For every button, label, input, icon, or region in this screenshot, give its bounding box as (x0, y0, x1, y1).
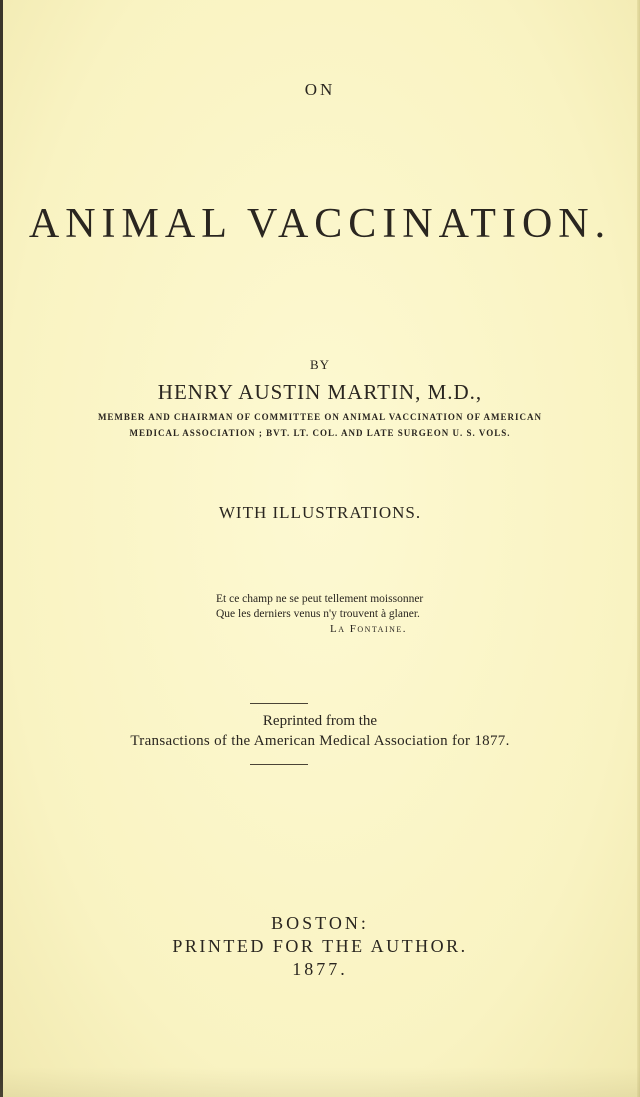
author-credentials-line-1: MEMBER AND CHAIRMAN OF COMMITTEE ON ANIMAL VACCINATION OF AMERICAN (97, 412, 543, 422)
reprint-note-line-2: Transactions of the American Medical Association for 1877. (130, 733, 510, 749)
imprint-city: BOSTON: (271, 913, 369, 933)
bottom-shadow (0, 1067, 640, 1097)
divider-rule-top (250, 703, 308, 704)
imprint-printed-for: PRINTED FOR THE AUTHOR. (172, 936, 468, 956)
by-label: BY (309, 357, 331, 372)
author-credentials-line-2: MEDICAL ASSOCIATION ; BVT. LT. COL. AND LATE SURGEON U. S. VOLS. (129, 428, 511, 438)
illustrations-note: WITH ILLUSTRATIONS. (218, 503, 422, 522)
book-title: ANIMAL VACCINATION. (28, 201, 612, 247)
reprint-note-line-1: Reprinted from the (262, 713, 378, 729)
epigraph-line-2: Que les derniers venus n'y trouvent à glaner. (216, 608, 420, 620)
on-heading: ON (304, 80, 336, 99)
imprint-year: 1877. (292, 959, 348, 979)
epigraph-line-1: Et ce champ ne se peut tellement moissonner (216, 593, 424, 605)
divider-rule-bottom (250, 764, 308, 765)
author-name: HENRY AUSTIN MARTIN, M.D., (157, 380, 483, 404)
epigraph-attribution: La Fontaine. (330, 623, 408, 635)
